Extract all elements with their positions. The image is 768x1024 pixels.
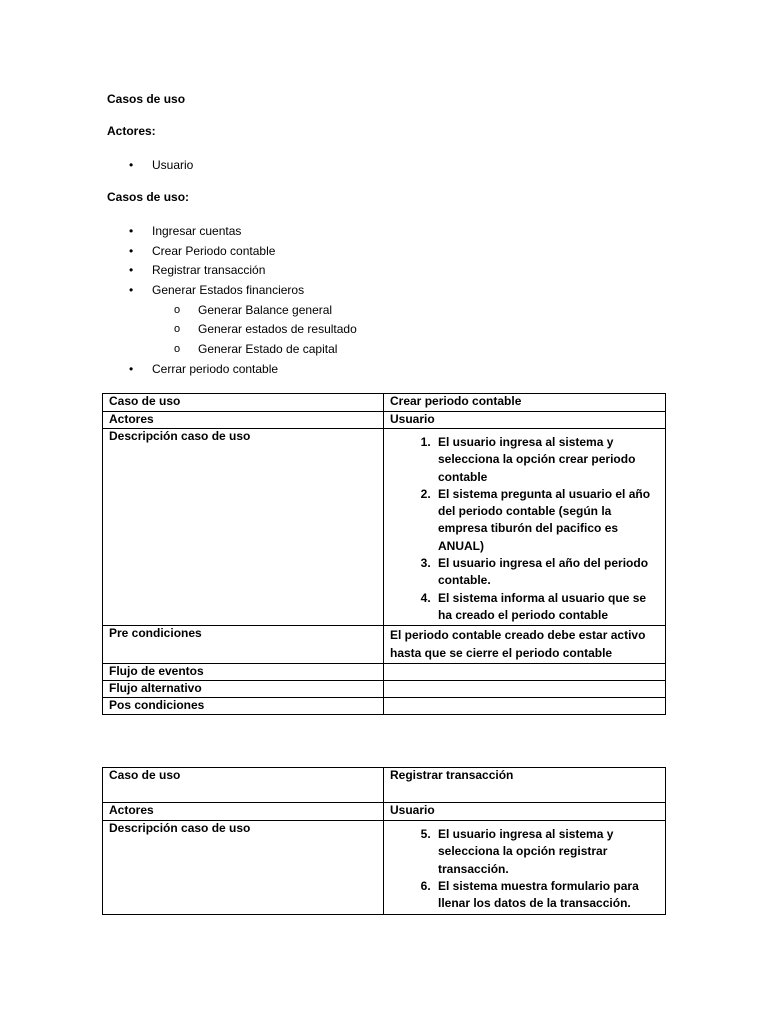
sub-list-item: o Generar Balance general (107, 301, 357, 321)
list-item: • Registrar transacción (107, 261, 357, 281)
use-case-table-registrar-transaccion (102, 767, 666, 915)
bullet-icon: • (129, 224, 134, 238)
descripcion-label: Descripción caso de uso (103, 821, 384, 915)
bullet-icon: • (129, 243, 134, 258)
list-item: • Generar Estados financieros (107, 281, 357, 301)
sub-list-item: o Generar Estado de capital (107, 340, 357, 360)
bullet-icon: • (129, 158, 134, 172)
steps-list (390, 826, 659, 912)
descripcion-label: Descripción caso de uso (103, 429, 384, 626)
step-item: 3. El usuario ingresa el año del periodo contable. (434, 555, 659, 590)
flujo-eventos-label: Flujo de eventos (103, 664, 384, 681)
bullet-icon: • (129, 283, 134, 298)
pre-condiciones-value: El periodo contable creado debe estar activo hasta que se cierre el periodo contable (384, 626, 666, 664)
caso-value: Crear periodo contable (384, 394, 666, 412)
flujo-alternativo-value (384, 681, 666, 698)
steps-list (390, 434, 659, 624)
pre-condiciones-label: Pre condiciones (103, 626, 384, 664)
step-item: 2. El sistema pregunta al usuario el año del periodo contable (según la empresa tiburón del pacifico es ANUAL) (434, 486, 659, 555)
pos-condiciones-label: Pos condiciones (103, 698, 384, 715)
heading-casos-de-uso: Casos de uso (107, 92, 186, 106)
use-case-table-crear-periodo (102, 393, 666, 715)
caso-value: Registrar transacción (384, 768, 666, 803)
descripcion-value (384, 821, 666, 915)
pos-condiciones-value (384, 698, 666, 715)
step-item: 6. El sistema muestra formulario para llenar los datos de la transacción. (434, 878, 659, 913)
actores-value: Usuario (384, 803, 666, 821)
hollow-bullet-icon: o (174, 303, 181, 316)
bullet-icon: • (129, 361, 134, 376)
hollow-bullet-icon: o (174, 343, 181, 356)
step-item: 5. El usuario ingresa al sistema y selecciona la opción registrar transacción. (434, 826, 659, 878)
sub-list-item: o Generar estados de resultado (107, 320, 357, 340)
step-item: 4. El sistema informa al usuario que se ha creado el periodo contable (434, 590, 659, 625)
list-item: • Ingresar cuentas (107, 222, 357, 242)
actores-label: Actores (103, 803, 384, 821)
caso-label: Caso de uso (103, 768, 384, 803)
list-item: • Crear Periodo contable (107, 242, 357, 262)
heading-actores: Actores: (107, 124, 156, 138)
use-cases-list (107, 222, 357, 380)
step-item: 1. El usuario ingresa al sistema y selecciona la opción crear periodo contable (434, 434, 659, 486)
heading-casos-de-uso-list: Casos de uso: (107, 190, 190, 204)
list-item: • Usuario (107, 156, 193, 176)
actors-list (107, 156, 193, 176)
hollow-bullet-icon: o (174, 323, 181, 336)
actores-label: Actores (103, 412, 384, 429)
bullet-icon: • (129, 263, 134, 278)
flujo-alternativo-label: Flujo alternativo (103, 681, 384, 698)
caso-label: Caso de uso (103, 394, 384, 412)
flujo-eventos-value (384, 664, 666, 681)
descripcion-value (384, 429, 666, 626)
list-item: • Cerrar periodo contable (107, 360, 357, 380)
actores-value: Usuario (384, 412, 666, 429)
